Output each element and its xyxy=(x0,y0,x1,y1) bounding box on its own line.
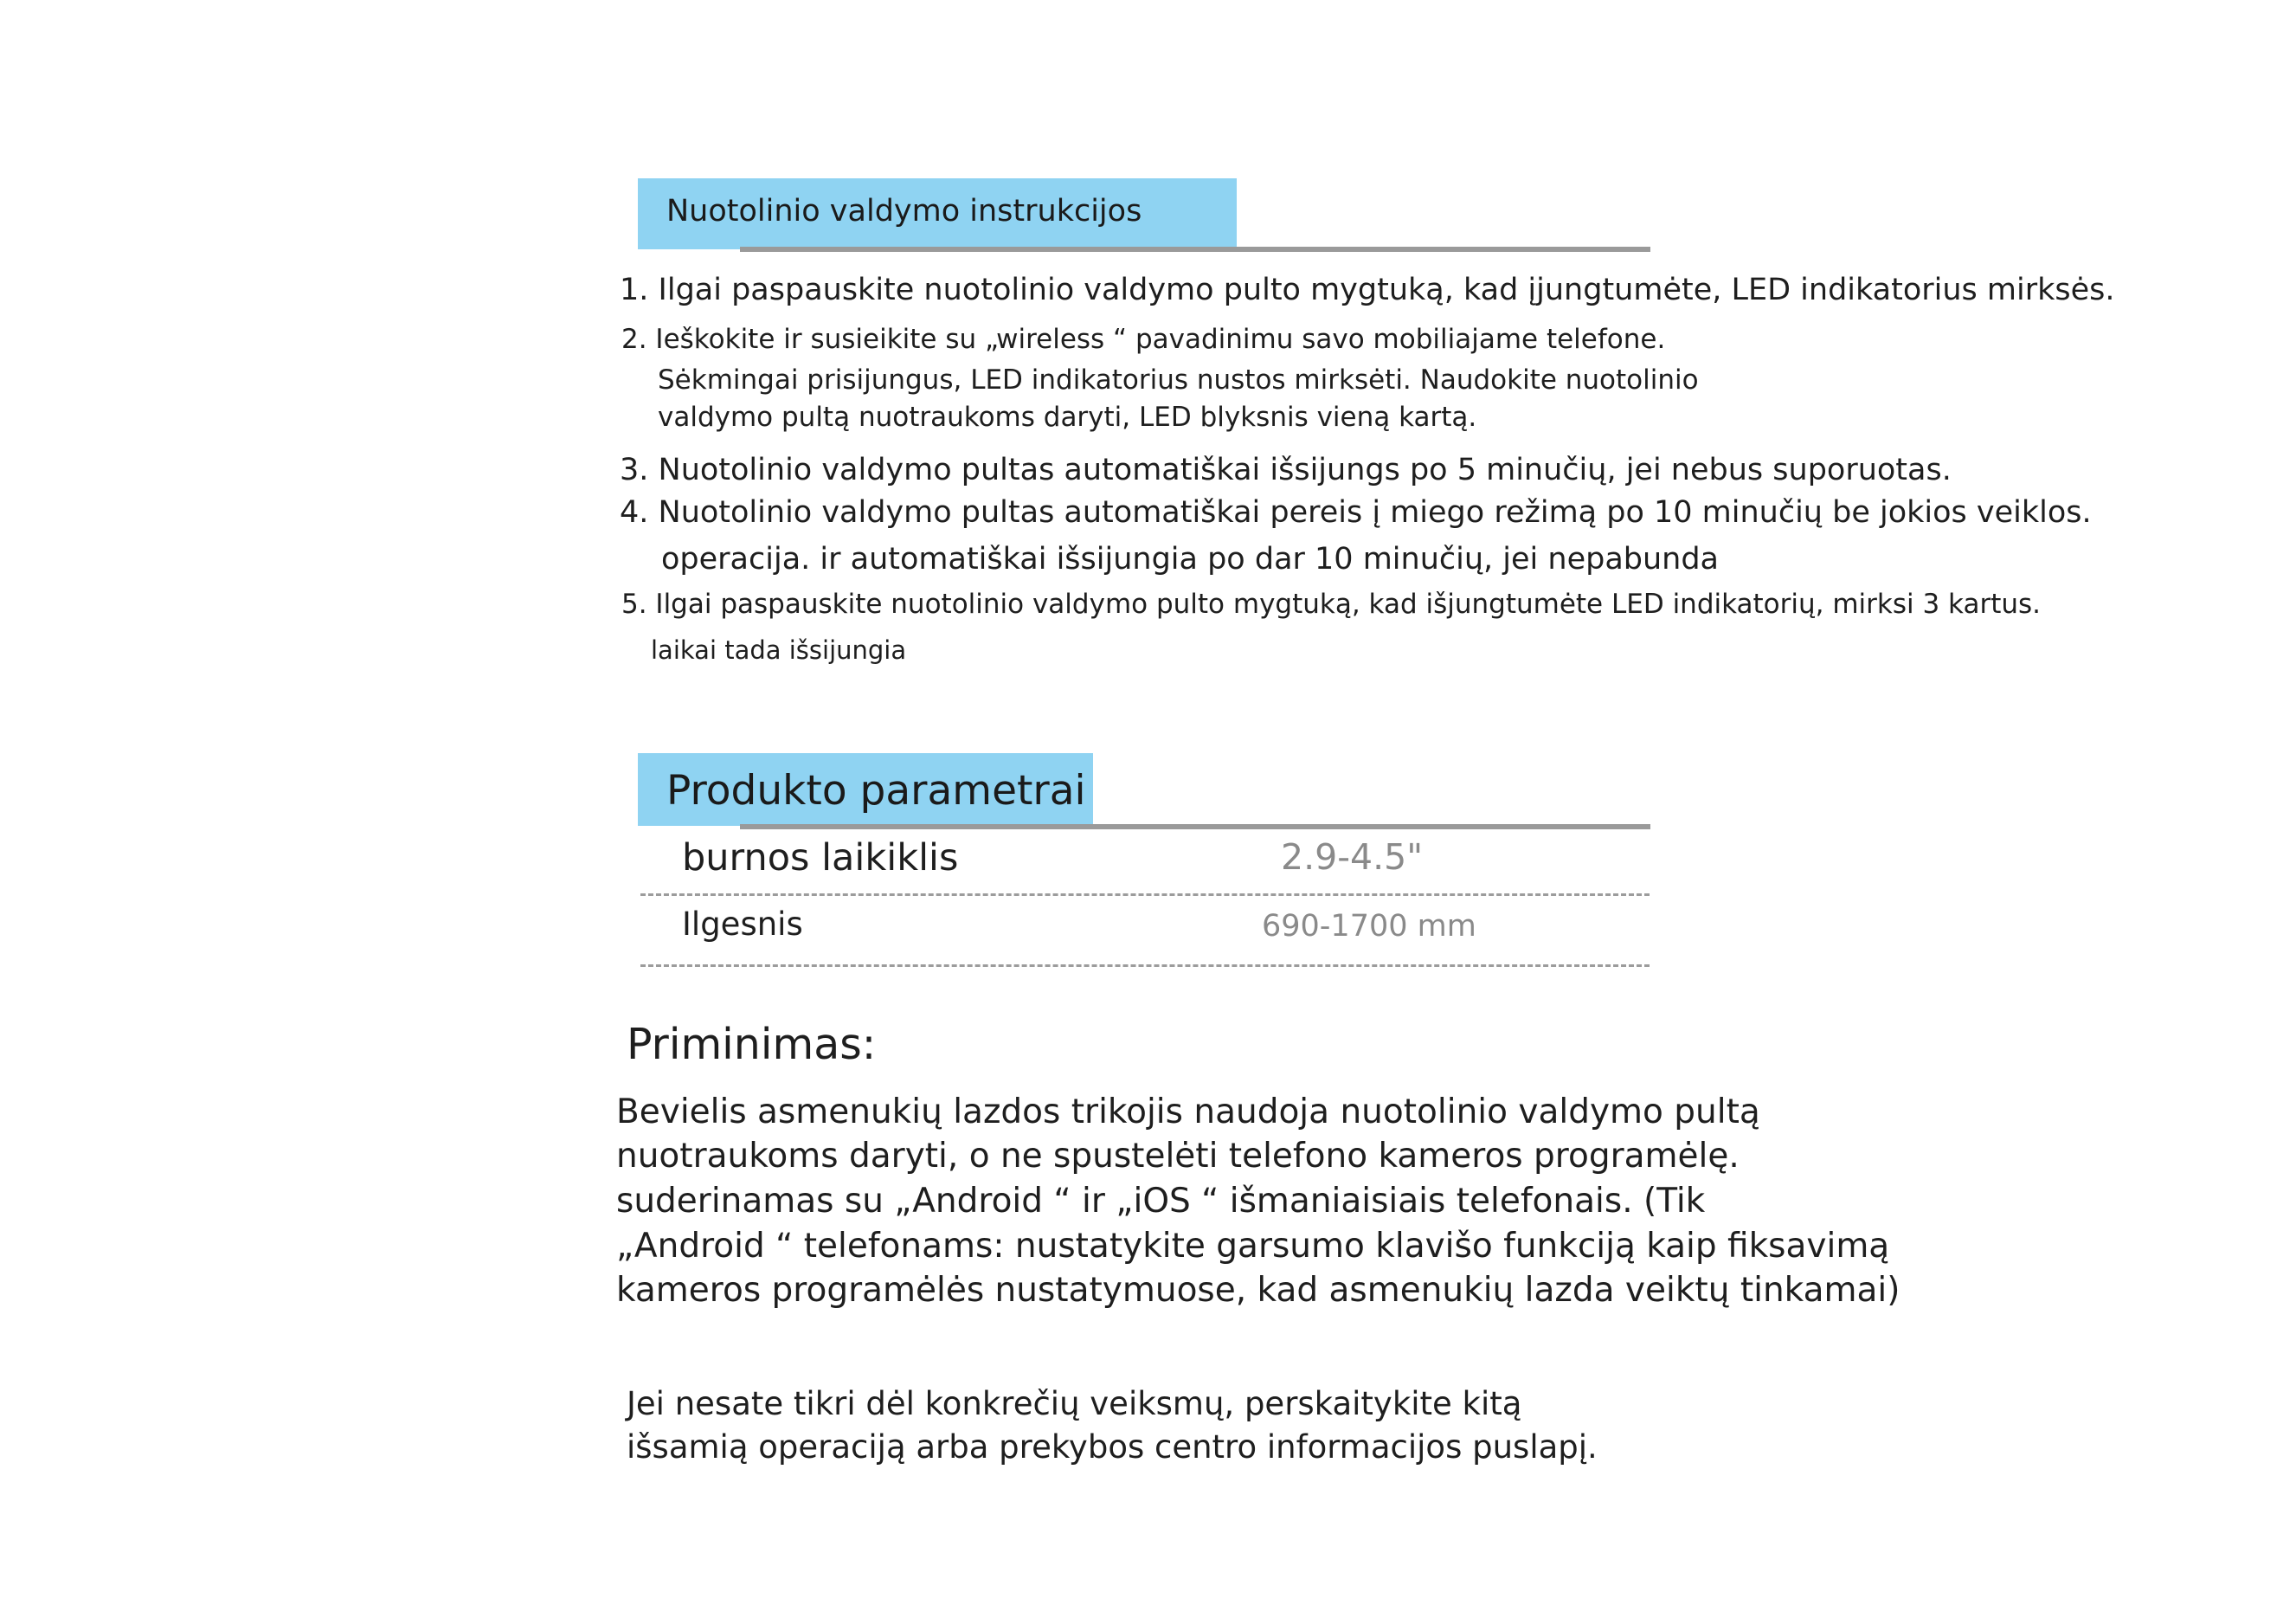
reminder-line-5: kameros programėlės nustatymuose, kad asmenukių lazda veiktų tinkamai) xyxy=(616,1271,1900,1310)
instruction-line-5: 5. Ilgai paspauskite nuotolinio valdymo pulto mygtuką, kad išjungtumėte LED indikatorių, mirksi 3 kartus. xyxy=(621,589,2042,620)
reminder-line-4: „Android “ telefonams: nustatykite garsumo klavišo funkciją kaip fiksavimą xyxy=(616,1227,1890,1266)
param-value-mouth-holder: 2.9-4.5" xyxy=(1281,836,1424,878)
instructions-title: Nuotolinio valdymo instrukcijos xyxy=(666,194,1142,229)
instruction-line-2c: valdymo pultą nuotraukoms daryti, LED blyksnis vieną kartą. xyxy=(658,402,1477,433)
reminder-line-2: nuotraukoms daryti, o ne spustelėti telefono kameros programėlę. xyxy=(616,1137,1740,1176)
param-label-mouth-holder: burnos laikiklis xyxy=(682,836,959,880)
instruction-line-4b: operacija. ir automatiškai išsijungia po dar 10 minučių, jei nepabunda xyxy=(661,542,1720,577)
param-value-length: 690-1700 mm xyxy=(1262,909,1476,944)
parameters-title: Produkto parametrai xyxy=(666,767,1086,815)
note-line-1: Jei nesate tikri dėl konkrečių veiksmų, perskaitykite kitą xyxy=(627,1385,1522,1422)
instruction-line-4: 4. Nuotolinio valdymo pultas automatiškai pereis į miego režimą po 10 minučių be jokios veiklos. xyxy=(620,495,2092,530)
instruction-line-2: 2. Ieškokite ir susieikite su „wireless “ pavadinimu savo mobiliajame telefone. xyxy=(621,324,1666,355)
instruction-line-3: 3. Nuotolinio valdymo pultas automatiškai išsijungs po 5 minučių, jei nebus suporuotas. xyxy=(620,453,1952,487)
note-line-2: išsamią operaciją arba prekybos centro informacijos puslapį. xyxy=(627,1428,1598,1466)
param-row-divider xyxy=(640,893,1650,896)
instruction-line-2b: Sėkmingai prisijungus, LED indikatorius nustos mirksėti. Naudokite nuotolinio xyxy=(658,364,1699,396)
param-row-divider xyxy=(640,964,1650,967)
reminder-line-1: Bevielis asmenukių lazdos trikojis naudoja nuotolinio valdymo pultą xyxy=(616,1092,1760,1131)
parameters-header-rule xyxy=(740,824,1650,829)
instruction-line-5b: laikai tada išsijungia xyxy=(651,635,907,665)
instruction-line-1: 1. Ilgai paspauskite nuotolinio valdymo pulto mygtuką, kad įjungtumėte, LED indikatorius mirksės. xyxy=(620,273,2115,307)
reminder-title: Priminimas: xyxy=(627,1020,877,1069)
param-label-length: Ilgesnis xyxy=(682,905,803,943)
reminder-line-3: suderinamas su „Android “ ir „iOS “ išmaniaisiais telefonais. (Tik xyxy=(616,1182,1706,1221)
instructions-header-rule xyxy=(740,247,1650,252)
